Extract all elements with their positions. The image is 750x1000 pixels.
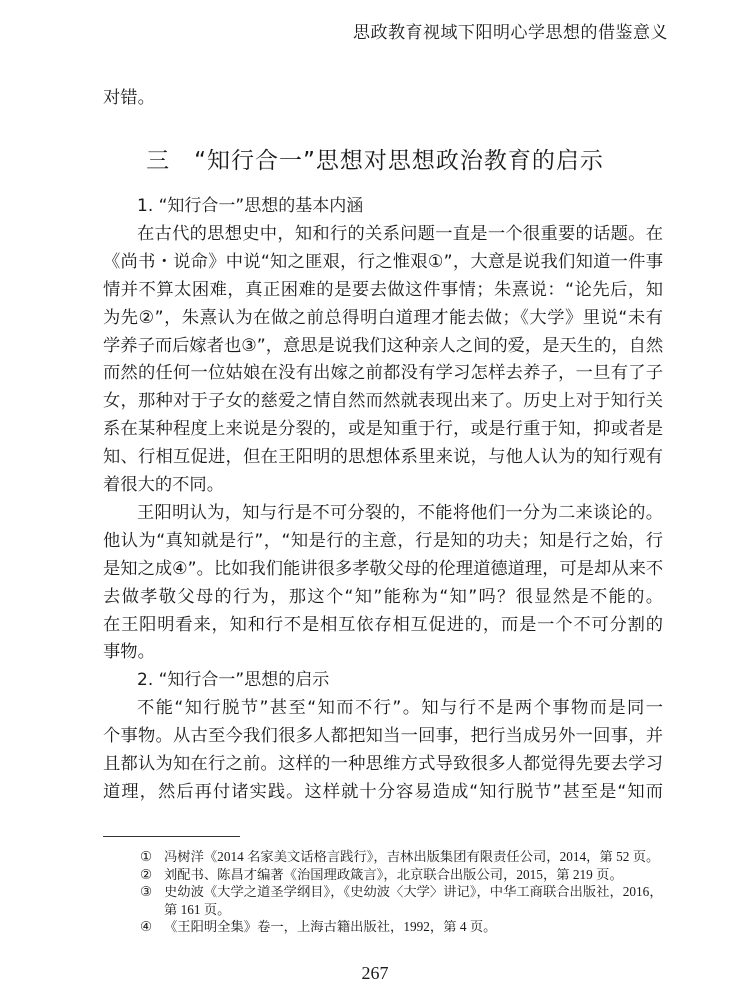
subheading: 1. “知行合一”思想的基本内涵	[137, 196, 364, 216]
carryover-text: 对错。	[103, 88, 155, 108]
footnote-number: ④	[140, 919, 152, 934]
paragraph-line: 在古代的思想史中，知和行的关系问题一直是一个很重要的话题。在	[137, 223, 663, 244]
paragraph-line: 且都认为知在行之前。这样的一种思维方式导致很多人都觉得先要去学习	[103, 754, 663, 774]
paragraph-line: 着很大的不同。	[103, 475, 224, 495]
paragraph-line: 系在某种程度上来说是分裂的，或是知重于行，或是行重于知，抑或者是	[103, 419, 663, 440]
footnote-text: 刘配书、陈昌才编著《治国理政箴言》，北京联合出版公司，2015，第 219 页。	[164, 866, 623, 882]
footnote-number: ②	[140, 866, 152, 882]
page-number: 267	[361, 963, 389, 983]
footnote-text: 史幼波《大学之道圣学纲目》，《史幼波〈大学〉讲记》，中华工商联合出版社，2016，	[164, 884, 663, 899]
paragraph-line: 事物。	[103, 642, 155, 663]
paragraph-line: 而然的任何一位姑娘在没有出嫁之前都没有学习怎样去养子，一旦有了子	[103, 363, 663, 384]
paragraph-line: 道理，然后再付诸实践。这样就十分容易造成“知行脱节”甚至是“知而	[103, 781, 663, 802]
subheading: 2. “知行合一”思想的启示	[137, 670, 330, 691]
paragraph-line: 王阳明认为，知与行是不可分裂的，不能将他们一分为二来谈论的。	[137, 502, 663, 523]
paragraph-line: 女，那种对于子女的慈爱之情自然而然就表现出来了。历史上对于知行关	[103, 391, 663, 412]
paragraph-line: 知、行相互促进，但在王阳明的思想体系里来说，与他人认为的知行观有	[103, 447, 663, 468]
footnote-divider	[103, 836, 240, 837]
footnote	[140, 918, 496, 935]
footnote	[164, 901, 230, 918]
footnote	[140, 848, 659, 865]
paragraph-line: 为先②”，朱熹认为在做之前总得明白道理才能去做；《大学》里说“未有	[103, 307, 663, 328]
paragraph-line: 不能“知行脱节”甚至“知而不行”。知与行不是两个事物而是同一	[137, 698, 663, 719]
section-heading: 三 “知行合一”思想对思想政治教育的启示	[146, 148, 604, 174]
paragraph-line: 《尚书・说命》中说“知之匪艰，行之惟艰①”，大意是说我们知道一件事	[103, 251, 663, 272]
paragraph-line: 在王阳明看来，知和行不是相互依存相互促进的，而是一个不可分割的	[103, 614, 663, 635]
paragraph-line: 他认为“真知就是行”，“知是行的主意，行是知的功夫；知是行之始，行	[103, 530, 663, 551]
paragraph-line: 学养子而后嫁者也③”，意思是说我们这种亲人之间的爱，是天生的，自然	[103, 335, 664, 356]
footnote-text: 《王阳明全集》卷一，上海古籍出版社，1992，第 4 页。	[164, 919, 497, 934]
paragraph-line: 是知之成④”。比如我们能讲很多孝敬父母的伦理道德道理，可是却从来不	[103, 558, 664, 579]
paragraph-line: 个事物。从古至今我们很多人都把知当一回事，把行当成另外一回事，并	[103, 726, 663, 747]
footnote-number: ③	[140, 884, 152, 899]
paragraph-line: 去做孝敬父母的行为，那这个“知”能称为“知”吗？很显然是不能的。	[103, 586, 663, 607]
footnote-text: 冯树洋《2014 名家美文话格言践行》，吉林出版集团有限责任公司，2014，第 52 页。	[164, 849, 660, 864]
footnote	[140, 866, 623, 883]
footnote-text: 第 161 页。	[164, 901, 231, 917]
running-header: 思政教育视域下阳明心学思想的借鉴意义	[353, 23, 668, 43]
footnote-number: ①	[140, 849, 152, 864]
footnote	[140, 883, 663, 900]
paragraph-line: 情并不算太困难，真正困难的是要去做这件事情；朱熹说：“论先后，知	[103, 279, 663, 300]
